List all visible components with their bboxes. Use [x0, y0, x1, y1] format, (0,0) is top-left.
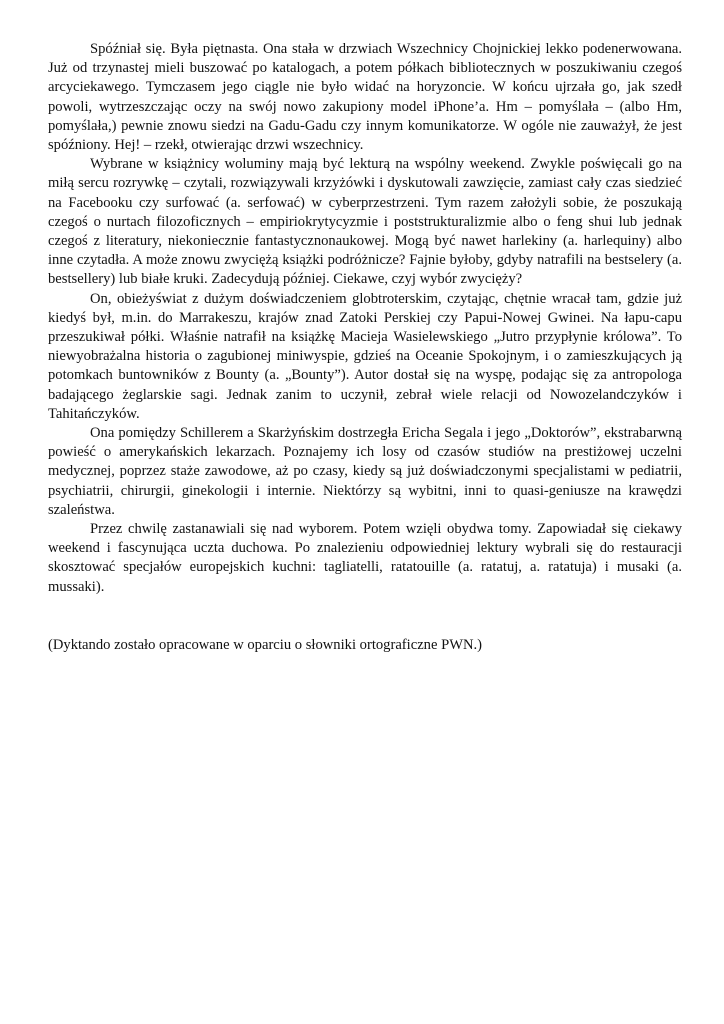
source-note: (Dyktando zostało opracowane w oparciu o słowniki ortograficzne PWN.)	[48, 636, 483, 653]
paragraph-5: Przez chwilę zastanawiali się nad wyborem. Potem wzięli obydwa tomy. Zapowiadał się ciekawy weekend i fascynująca uczta duchowa. Po znalezieniu odpowiedniej lektury wybrali się do restauracji skosztować specjałów europejskich kuchni: tagliatelli, ratatouille (a. ratatuj, a. ratatuja) i musaki (a. mussaki).	[48, 521, 682, 595]
paragraph-2: Wybrane w książnicy woluminy mają być lekturą na wspólny weekend. Zwykle poświęcali go na miłą sercu rozrywkę – czytali, rozwiązywali krzyżówki i dyskutowali zawzięcie, zamiast cały czas siedzieć na Facebooku czy surfować (a. serfować) w cyberprzestrzeni. Tym razem założyli sobie, że poszukają czegoś o nurtach filozoficznych – empiriokrytycyzmie i poststrukturalizmie albo o feng shui lub jednak czegoś z literatury, niekoniecznie fantastycznonaukowej. Mogą być nawet harlekiny (a. harlequiny) albo inne czytadła. A może znowu zwyciężą książki podróżnicze? Fajnie byłoby, gdyby natrafili na bestselery (a. bestsellery) lub białe kruki. Zadecydują później. Ciekawe, czyj wybór zwycięży?	[48, 156, 682, 288]
paragraph-3: On, obieżyświat z dużym doświadczeniem globtroterskim, czytając, chętnie wracał tam, gdzie już kiedyś był, m.in. do Marrakeszu, krajów znad Zatoki Perskiej czy Papui-Nowej Gwinei. Na łapu-capu przeszukiwał półki. Właśnie natrafił na książkę Macieja Wasielewskiego „Jutro przypłynie królowa”. To niewyobrażalna historia o zagubionej miniwyspie, gdzieś na Oceanie Spokojnym, i o zamieszkujących ją potomkach buntowników z Bounty (a. „Bounty”). Autor dostał się na wyspę, podając się za antropologa badającego żeglarskie sagi. Jednak zanim to uczynił, zebrał wiele relacji od Nowozelandczyków i Tahitańczyków.	[48, 290, 682, 422]
paragraph-4: Ona pomiędzy Schillerem a Skarżyńskim dostrzegła Ericha Segala i jego „Doktorów”, ekstrabarwną powieść o amerykańskich lekarzach. Poznajemy ich losy od czasów studiów na prestiżowej uczelni medycznej, poprzez staże zawodowe, aż po czasy, kiedy są już doświadczonymi specjalistami w pediatrii, psychiatrii, chirurgii, ginekologii i internie. Niektórzy są wybitni, inni to quasi-geniusze na krawędzi szaleństwa.	[48, 425, 682, 518]
paragraph-1: Spóźniał się. Była piętnasta. Ona stała w drzwiach Wszechnicy Chojnickiej lekko podenerwowana. Już od trzynastej mieli buszować po katalogach, a potem półkach bibliotecznych w poszukiwaniu czegoś arcyciekawego. Tymczasem jego ciągle nie było widać na horyzoncie. W końcu ujrzała go, jak szedł powoli, wytrzeszczając oczy na swój nowo zakupiony model iPhone’a. Hm – pomyślała – (albo Hm, pomyślała,) pewnie znowu siedzi na Gadu-Gadu czy innym komunikatorze. W ogóle nie zauważył, że jest spóźniony. Hej! – rzekł, otwierając drzwi wszechnicy.	[48, 41, 682, 154]
document-page	[48, 40, 682, 655]
